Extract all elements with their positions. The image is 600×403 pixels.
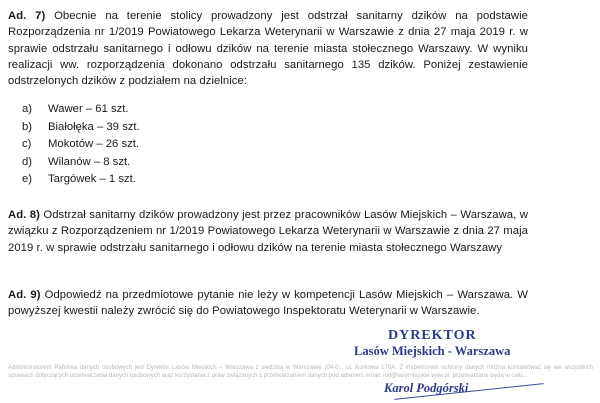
list-item	[22, 171, 140, 189]
signature-title: DYREKTOR	[388, 328, 477, 343]
signature-name: Karol Podgórski	[384, 381, 469, 395]
list-item	[22, 154, 140, 172]
district-list	[22, 101, 140, 189]
signature-organization: Lasów Miejskich - Warszawa	[354, 344, 511, 358]
list-text: Białołęka – 39 szt.	[48, 120, 140, 133]
answer-paragraph-8	[8, 207, 528, 256]
list-text: Targówek – 1 szt.	[48, 173, 136, 185]
answer-7-text: Obecnie na terenie stolicy prowadzony jest odstrzał sanitarny dzików na podstawie Rozporządzenia nr 1/2019 Powiatowego Lekarza Weterynarii w Warszawie z dnia 27 maja 2019 r. w sprawie odstrzału sanitarnego i odłowu dzików na terenie miasta stołecznego Warszawy. W wyniku realizacji ww. rozporządzenia dokonano odstrzału sanitarnego 135 dzików. Poniżej zestawienie odstrzelonych dzików z podziałem na dzielnice:	[8, 10, 528, 88]
list-marker: b)	[22, 120, 33, 133]
list-item	[22, 101, 140, 119]
list-text: Wawer – 61 szt.	[48, 103, 129, 115]
list-item	[22, 136, 140, 154]
answer-7-lead: Ad. 7)	[8, 10, 46, 22]
answer-paragraph-9	[8, 287, 528, 320]
answer-9-lead: Ad. 9)	[8, 289, 41, 301]
list-marker: c)	[22, 138, 32, 150]
answer-8-text: Odstrzał sanitarny dzików prowadzony jest przez pracowników Lasów Miejskich – Warszawa, w związku z Rozporządzeniem nr 1/2019 Powiatowego Lekarza Weterynarii w Warszawie z dnia 27 maja 2019 r. w sprawie odstrzału sanitarnego i odłowu dzików na terenie miasta stołecznego Warszawy	[8, 209, 528, 254]
privacy-footer: Administratorem Państwa danych osobowych jest Dyrektor Lasów Miejskich – Warszawa z siedzibą w Warszawie (04-0.., ul. Korkowa 170A. Z inspektorem ochrony danych można kontaktować się we wszystkich sprawach dotyczących przetwarzania danych osobowych oraz korzystania z praw związanych z przetwarzaniem danych pod adresem email: iod@lasymiejskie.waw.pl, przetwarzane będą w celu...	[8, 365, 593, 379]
answer-9-text: Odpowiedź na przedmiotowe pytanie nie leży w kompetencji Lasów Miejskich – Warszawa. W powyższej kwestii należy zwrócić się do Powiatowego Inspektoratu Weterynarii w Warszawie.	[8, 289, 528, 318]
answer-paragraph-7	[8, 8, 528, 89]
list-marker: d)	[22, 155, 33, 168]
answer-8-lead: Ad. 8)	[8, 209, 40, 221]
list-item	[22, 119, 140, 137]
list-marker: a)	[22, 103, 33, 115]
list-marker: e)	[22, 173, 33, 185]
list-text: Mokotów – 26 szt.	[48, 138, 140, 150]
list-text: Wilanów – 8 szt.	[48, 155, 131, 168]
